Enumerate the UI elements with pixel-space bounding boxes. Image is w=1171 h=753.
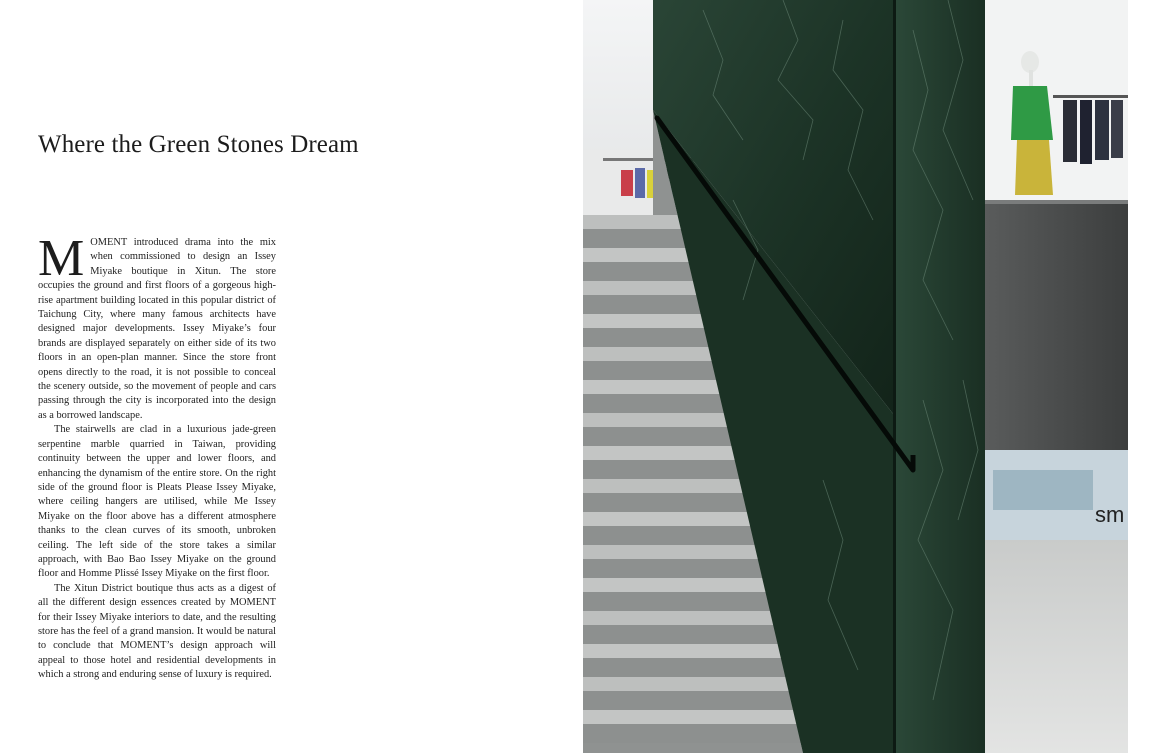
stair-riser [583, 394, 731, 413]
stair-riser [583, 724, 808, 743]
stair-tread [583, 677, 801, 691]
stair-riser [583, 493, 755, 512]
stair-riser [583, 427, 739, 446]
stair-tread [583, 710, 808, 724]
article-paragraph-1 [38, 230, 276, 423]
stair-riser [583, 526, 762, 545]
marble-column [893, 0, 985, 753]
article-paragraph-2: The stairwells are clad in a luxurious jade-green serpentine marble quarried in Taiwan, providing continuity between the upper and lower floors, and enhancing the dynamism of the entire store. On the right side of the ground floor is Pleats Please Issey Miyake, where ceiling hangers are utilised, while Me Issey Miyake on the floor above has a different atmosphere thanks to the clean curves of its smooth, unbroken ceiling. The left side of the store takes a similar approach, with Bao Bao Issey Miyake on the ground floor and Homme Plissé Issey Miyake on the first floor. [38, 424, 276, 580]
stair-tread [583, 248, 701, 262]
page-title: Where the Green Stones Dream [38, 131, 359, 158]
stair-riser [583, 559, 770, 578]
stair-riser [583, 691, 801, 710]
display-panel [983, 200, 1128, 450]
stair-riser [583, 658, 793, 677]
stair-riser [583, 295, 708, 314]
stair-tread [583, 215, 693, 229]
stair-tread [583, 545, 770, 559]
stair-tread [583, 578, 778, 592]
stair-tread [583, 479, 755, 493]
stair-tread [583, 281, 708, 295]
stair-tread [583, 644, 793, 658]
staircase-illustration [583, 0, 1128, 753]
stair-tread [583, 446, 747, 460]
stair-tread [583, 413, 739, 427]
stair-riser [583, 625, 785, 644]
article-paragraph-3: The Xitun District boutique thus acts as a digest of all the different design essences created by MOMENT for their Issey Miyake interiors to date, and the resulting store has the feel of a grand mansion. It would be natural to conclude that MOMENT’s design approach will appeal to those hotel and residential developments in which a strong and enduring sense of luxury is required. [38, 582, 276, 681]
article-body [38, 230, 276, 683]
stair-tread [583, 512, 762, 526]
stair-riser [583, 592, 778, 611]
stair-tread [583, 347, 724, 361]
clothes-rack-right [1053, 95, 1128, 164]
staircase-photo [583, 0, 1128, 753]
storefront-sign: sm [1095, 502, 1125, 527]
stair-tread [583, 611, 785, 625]
stair-tread [583, 380, 731, 394]
stair-riser [583, 328, 716, 347]
article-paragraph-1-text: OMENT introduced drama into the mix when commissioned to design an Issey Miyake boutique in Xitun. The store occupies the ground and first floors of a gorgeous high-rise apartment building located in this popular district of Taichung City, where many famous architects have designed major developments. Issey Miyake’s four brands are displayed separately on either side of its two floors in an open-plan manner. Since the store front opens directly to the road, it is not possible to conceal the scenery outside, so the movement of people and cars passing through the city is incorporated into the design as a borrowed landscape. [38, 237, 276, 421]
stair-riser [583, 229, 693, 248]
stair-riser [583, 262, 701, 281]
drop-cap: M [38, 230, 85, 287]
stair-riser [583, 460, 747, 479]
stair-riser [583, 361, 724, 380]
stair-tread [583, 314, 716, 328]
